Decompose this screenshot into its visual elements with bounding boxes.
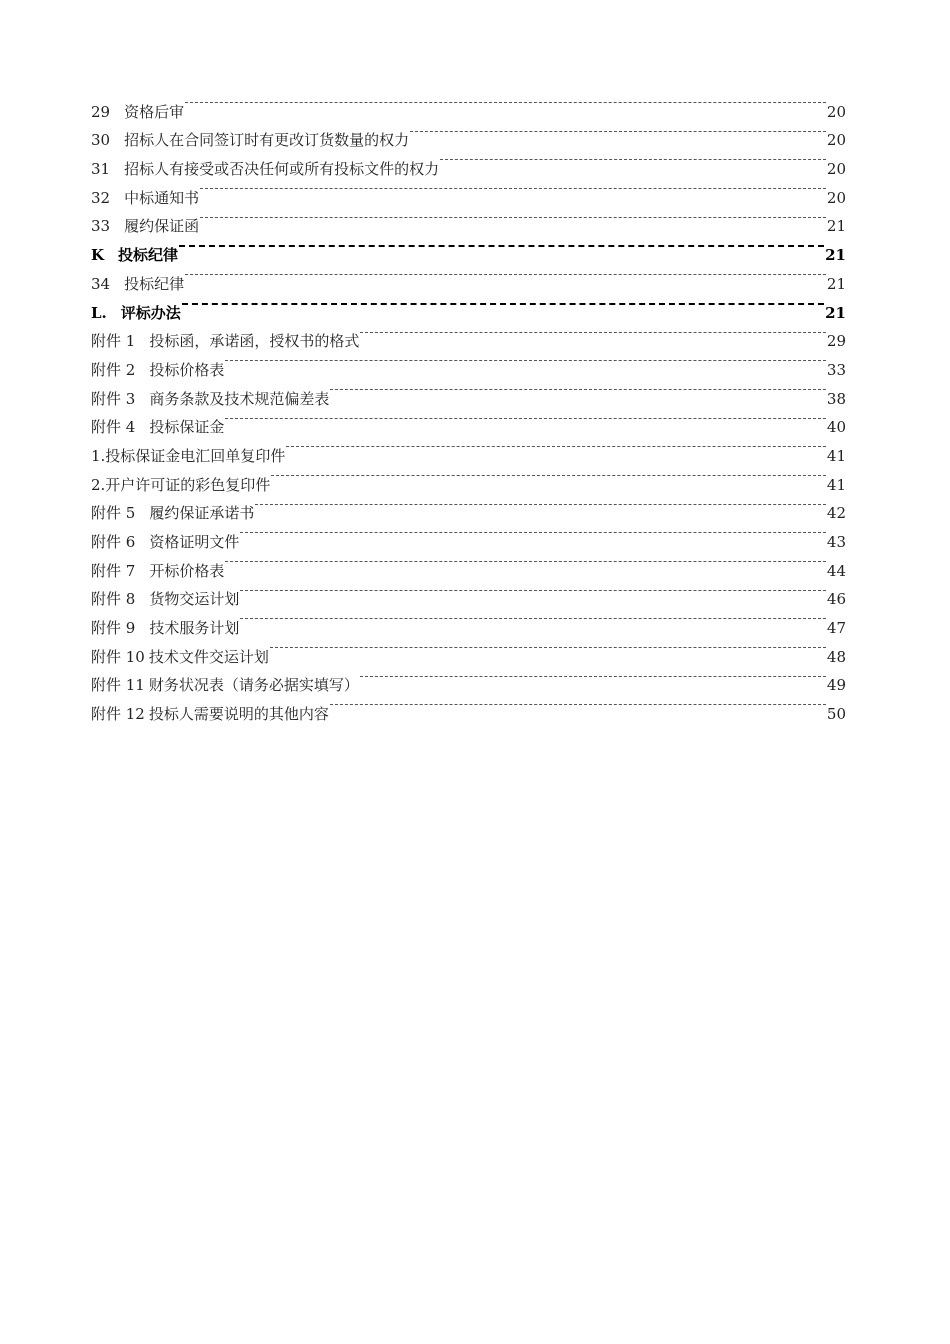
toc-dot-leader [240, 604, 826, 633]
toc-entry-title: 投标价格表 [149, 360, 225, 379]
toc-entry-number: 33 [91, 217, 111, 236]
toc-entry-number: 附件 2 [91, 360, 136, 379]
toc-entry-title: 中标通知书 [124, 188, 200, 207]
toc-entry-number: 附件 6 [91, 533, 136, 551]
toc-entry-title: 2.开户许可证的彩色复印件 [91, 475, 271, 494]
toc-entry-title: 履约保证函 [124, 217, 200, 236]
toc-entry-number: 附件 5 [91, 504, 136, 523]
toc-entry[interactable] [91, 231, 846, 265]
toc-page-number: 20 [826, 102, 846, 121]
toc-dot-leader [185, 88, 826, 117]
toc-dot-leader [225, 346, 826, 375]
toc-entry-title: 招标人在合同签订时有更改订货数量的权力 [124, 131, 410, 150]
toc-entry-number: 31 [91, 160, 111, 179]
toc-dot-leader [270, 633, 826, 662]
toc-dot-leader [240, 518, 826, 547]
toc-entry-title: 商务条款及技术规范偏差表 [149, 389, 330, 408]
toc-page-number: 50 [826, 705, 846, 724]
toc-entry[interactable] [91, 174, 846, 207]
toc-entry-title: 投标函，承诺函，授权书的格式 [149, 332, 360, 351]
toc-page-number: 40 [826, 418, 846, 437]
toc-page-number: 44 [826, 561, 846, 580]
toc-page-number: 21 [825, 303, 846, 322]
toc-page-number: 20 [826, 131, 846, 150]
toc-entry[interactable] [91, 203, 846, 236]
toc-entry-title: 投标纪律 [118, 246, 179, 265]
toc-entry-number: 附件 7 [91, 561, 136, 580]
toc-entry-title: 技术文件交运计划 [148, 647, 269, 666]
toc-dot-leader [360, 662, 826, 691]
toc-entry-title: 履约保证承诺书 [149, 504, 255, 523]
toc-entry[interactable] [91, 289, 846, 322]
toc-page-number: 33 [826, 360, 846, 379]
toc-entry-number: 附件 1 [91, 332, 136, 351]
toc-entry-title: 投标保证金 [149, 418, 225, 437]
toc-entry-number: 附件 3 [91, 389, 136, 408]
toc-entry-number: K [91, 246, 105, 265]
table-of-contents [91, 88, 846, 724]
toc-dot-leader [179, 231, 824, 260]
toc-dot-leader [182, 289, 824, 318]
toc-page-number: 46 [826, 590, 846, 609]
toc-dot-leader [410, 117, 826, 146]
toc-entry-number: 附件 4 [91, 418, 136, 437]
toc-dot-leader [200, 174, 826, 203]
toc-dot-leader [360, 318, 826, 347]
toc-entry-title: 投标纪律 [124, 274, 185, 293]
toc-page-number: 47 [826, 619, 846, 638]
toc-page-number: 49 [826, 676, 846, 695]
toc-dot-leader [286, 432, 826, 461]
toc-dot-leader [200, 203, 826, 232]
toc-entry-title: 开标价格表 [149, 561, 225, 580]
toc-page-number: 41 [826, 475, 846, 494]
toc-entry-number: 附件 10 [91, 647, 145, 666]
toc-dot-leader [271, 461, 826, 490]
toc-entry-title: 资格证明文件 [149, 533, 240, 551]
toc-entry-number: 32 [91, 188, 111, 207]
toc-entry-number: 29 [91, 102, 111, 121]
toc-entry-number: L. [91, 303, 107, 322]
toc-entry-title: 货物交运计划 [149, 590, 240, 609]
toc-page-number: 48 [826, 647, 846, 666]
toc-page-number: 20 [826, 160, 846, 179]
toc-page-number: 42 [826, 504, 846, 523]
toc-dot-leader [255, 490, 826, 519]
toc-dot-leader [440, 145, 826, 174]
toc-entry-number: 30 [91, 131, 111, 150]
toc-entry[interactable] [91, 260, 846, 293]
toc-page-number: 29 [826, 332, 846, 351]
toc-page-number: 20 [826, 188, 846, 207]
toc-dot-leader [185, 260, 826, 289]
toc-entry-number: 附件 12 [91, 705, 145, 724]
toc-page-number: 41 [826, 446, 846, 465]
toc-dot-leader [330, 690, 826, 719]
toc-dot-leader [225, 404, 826, 433]
toc-entry-title: 招标人有接受或否决任何或所有投标文件的权力 [124, 160, 440, 179]
toc-entry-title: 财务状况表（请务必据实填写） [148, 676, 359, 695]
toc-entry-number: 附件 8 [91, 590, 136, 609]
toc-dot-leader [240, 576, 826, 605]
toc-page-number: 21 [826, 217, 846, 236]
toc-entry-number: 附件 11 [91, 676, 145, 695]
toc-page-number: 38 [826, 389, 846, 408]
toc-entry-title: 技术服务计划 [149, 619, 240, 638]
toc-entry-title: 评标办法 [120, 303, 181, 322]
toc-entry-title: 投标人需要说明的其他内容 [148, 705, 329, 724]
toc-entry-title: 资格后审 [124, 102, 185, 121]
toc-entry[interactable] [91, 88, 846, 121]
toc-entry[interactable] [91, 117, 846, 150]
toc-entry-number: 34 [91, 274, 111, 293]
toc-dot-leader [225, 547, 826, 576]
toc-entry[interactable] [91, 318, 846, 351]
toc-page-number: 21 [826, 274, 846, 293]
toc-dot-leader [330, 375, 826, 404]
toc-entry-number: 附件 9 [91, 619, 136, 638]
toc-entry-title: 1.投标保证金电汇回单复印件 [91, 446, 286, 465]
toc-page-number: 21 [825, 246, 846, 265]
toc-page-number: 43 [826, 533, 846, 551]
